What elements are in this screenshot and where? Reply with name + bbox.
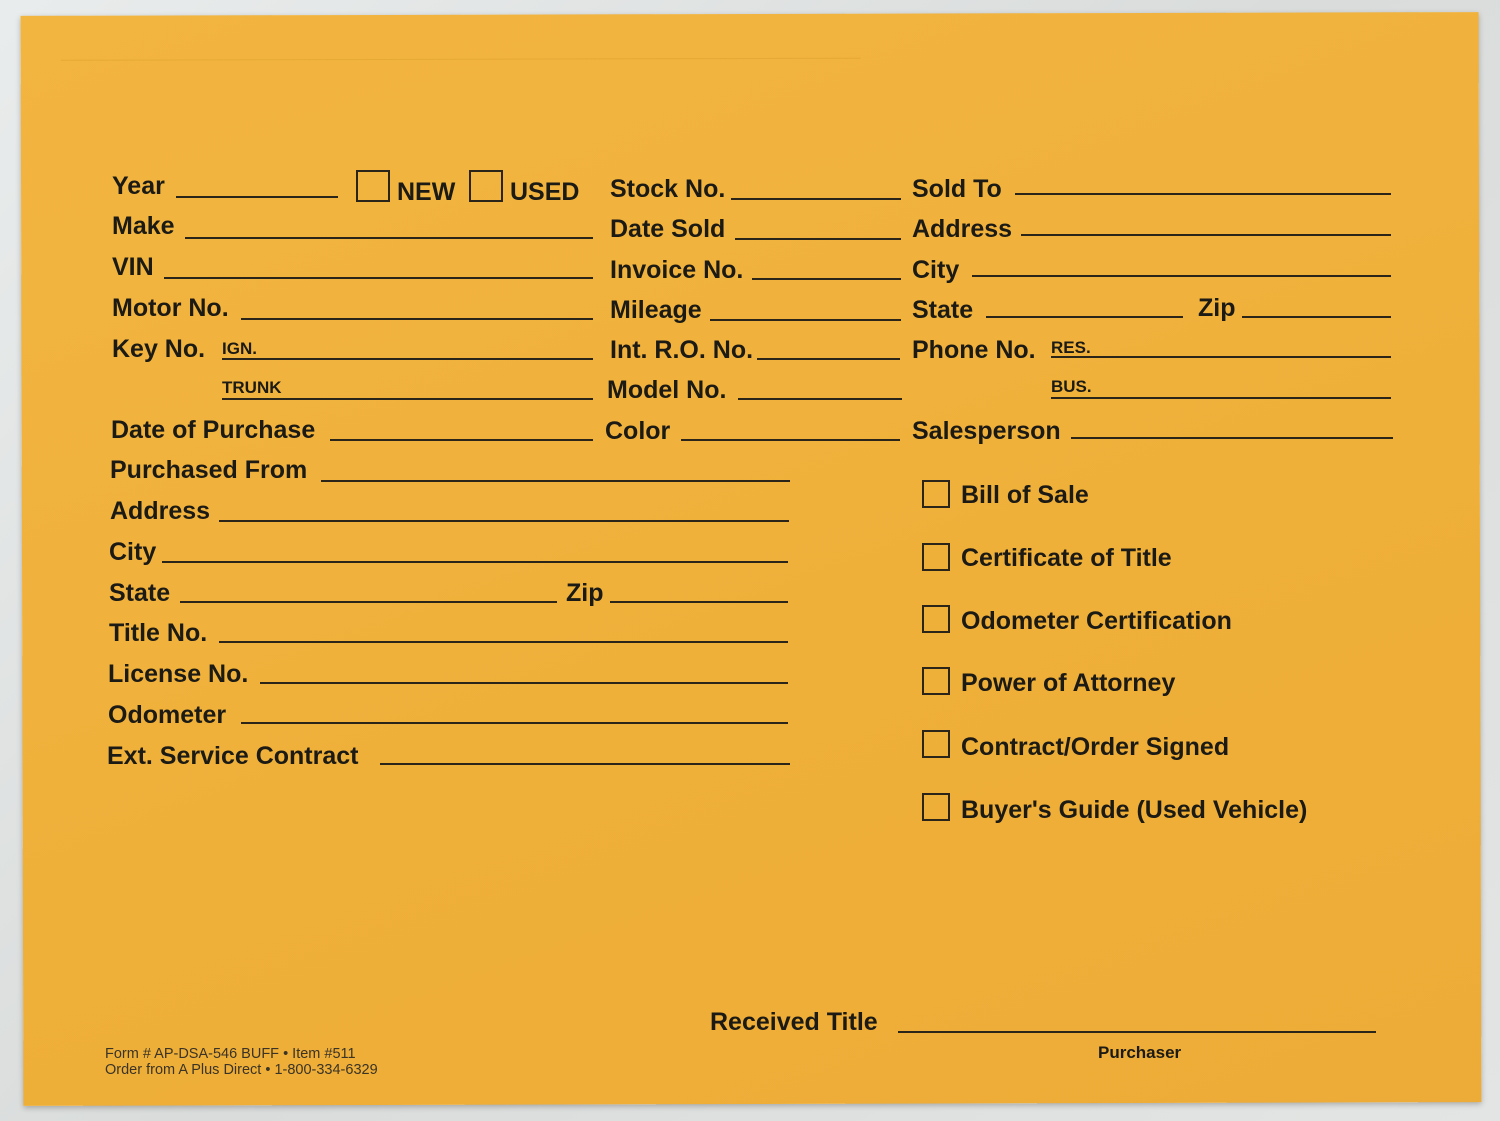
color-label: Color bbox=[605, 417, 671, 445]
phone-bus-field[interactable] bbox=[1051, 397, 1391, 399]
key-no-label: Key No. bbox=[112, 335, 206, 363]
buyer-city-label: City bbox=[912, 256, 960, 284]
invoice-no-label: Invoice No. bbox=[610, 256, 744, 284]
checklist-item-certificate-of-title: Certificate of Title bbox=[961, 544, 1172, 572]
new-checkbox[interactable] bbox=[356, 170, 390, 202]
seller-address-field[interactable] bbox=[219, 520, 789, 522]
seller-address-label: Address bbox=[110, 497, 211, 525]
buyer-address-field[interactable] bbox=[1021, 234, 1391, 236]
model-no-field[interactable] bbox=[738, 398, 902, 400]
date-of-purchase-label: Date of Purchase bbox=[111, 416, 316, 444]
int-ro-no-field[interactable] bbox=[757, 358, 900, 360]
seller-state-field[interactable] bbox=[180, 601, 557, 603]
odometer-label: Odometer bbox=[108, 701, 227, 729]
purchased-from-label: Purchased From bbox=[110, 456, 308, 484]
bill-of-sale-checkbox[interactable] bbox=[922, 480, 950, 508]
sold-to-field[interactable] bbox=[1015, 193, 1391, 195]
vin-field[interactable] bbox=[164, 277, 593, 279]
buyer-city-field[interactable] bbox=[972, 275, 1391, 277]
title-no-field[interactable] bbox=[219, 641, 788, 643]
date-sold-field[interactable] bbox=[735, 238, 901, 240]
license-no-label: License No. bbox=[108, 660, 249, 688]
mileage-field[interactable] bbox=[710, 319, 901, 321]
year-field[interactable] bbox=[176, 196, 338, 198]
trunk-label: TRUNK bbox=[222, 378, 282, 397]
invoice-no-field[interactable] bbox=[752, 278, 901, 280]
vin-label: VIN bbox=[112, 253, 154, 281]
seller-state-label: State bbox=[109, 579, 171, 607]
res-label: RES. bbox=[1051, 338, 1091, 357]
new-label: NEW bbox=[397, 178, 456, 206]
received-title-signature-field[interactable] bbox=[898, 1031, 1376, 1033]
seller-zip-label: Zip bbox=[566, 579, 604, 607]
title-no-label: Title No. bbox=[109, 619, 208, 647]
phone-no-label: Phone No. bbox=[912, 336, 1036, 364]
flap-crease bbox=[61, 18, 861, 61]
buyer-zip-label: Zip bbox=[1198, 294, 1236, 322]
int-ro-no-label: Int. R.O. No. bbox=[610, 336, 754, 364]
buyers-guide-checkbox[interactable] bbox=[922, 793, 950, 821]
power-of-attorney-checkbox[interactable] bbox=[922, 667, 950, 695]
date-sold-label: Date Sold bbox=[610, 215, 726, 243]
mileage-label: Mileage bbox=[610, 296, 702, 324]
year-label: Year bbox=[112, 172, 165, 200]
stock-no-label: Stock No. bbox=[610, 175, 726, 203]
key-trunk-field[interactable] bbox=[222, 398, 593, 400]
color-field[interactable] bbox=[681, 439, 900, 441]
purchased-from-field[interactable] bbox=[321, 480, 790, 482]
make-field[interactable] bbox=[185, 237, 593, 239]
motor-no-field[interactable] bbox=[241, 318, 593, 320]
contract-order-signed-checkbox[interactable] bbox=[922, 730, 950, 758]
odometer-certification-checkbox[interactable] bbox=[922, 605, 950, 633]
received-title-label: Received Title bbox=[710, 1008, 878, 1036]
make-label: Make bbox=[112, 212, 175, 240]
order-info: Order from A Plus Direct • 1-800-334-6329 bbox=[105, 1062, 378, 1078]
bus-label: BUS. bbox=[1051, 377, 1092, 396]
seller-city-label: City bbox=[109, 538, 157, 566]
key-ign-field[interactable] bbox=[222, 358, 593, 360]
checklist-item-contract-order-signed: Contract/Order Signed bbox=[961, 733, 1230, 761]
dealer-envelope-form bbox=[21, 12, 1482, 1106]
ign-label: IGN. bbox=[222, 339, 257, 358]
certificate-of-title-checkbox[interactable] bbox=[922, 543, 950, 571]
buyer-state-label: State bbox=[912, 296, 974, 324]
model-no-label: Model No. bbox=[607, 376, 727, 404]
date-of-purchase-field[interactable] bbox=[330, 439, 593, 441]
odometer-field[interactable] bbox=[241, 722, 788, 724]
motor-no-label: Motor No. bbox=[112, 294, 229, 322]
seller-zip-field[interactable] bbox=[610, 601, 788, 603]
checklist-item-buyers-guide: Buyer's Guide (Used Vehicle) bbox=[961, 796, 1308, 824]
stock-no-field[interactable] bbox=[731, 198, 901, 200]
used-checkbox[interactable] bbox=[469, 170, 503, 202]
license-no-field[interactable] bbox=[260, 682, 788, 684]
buyer-zip-field[interactable] bbox=[1242, 316, 1391, 318]
seller-city-field[interactable] bbox=[162, 561, 788, 563]
form-number: Form # AP-DSA-546 BUFF • Item #511 bbox=[105, 1046, 356, 1062]
used-label: USED bbox=[510, 178, 580, 206]
purchaser-label: Purchaser bbox=[1098, 1043, 1182, 1062]
checklist-item-power-of-attorney: Power of Attorney bbox=[961, 669, 1176, 697]
ext-service-contract-field[interactable] bbox=[380, 763, 790, 765]
checklist-item-bill-of-sale: Bill of Sale bbox=[961, 481, 1089, 509]
salesperson-label: Salesperson bbox=[912, 417, 1061, 445]
salesperson-field[interactable] bbox=[1071, 437, 1393, 439]
buyer-state-field[interactable] bbox=[986, 316, 1183, 318]
buyer-address-label: Address bbox=[912, 215, 1013, 243]
ext-service-contract-label: Ext. Service Contract bbox=[107, 742, 359, 770]
sold-to-label: Sold To bbox=[912, 175, 1002, 203]
checklist-item-odometer-certification: Odometer Certification bbox=[961, 607, 1232, 635]
phone-res-field[interactable] bbox=[1051, 356, 1391, 358]
